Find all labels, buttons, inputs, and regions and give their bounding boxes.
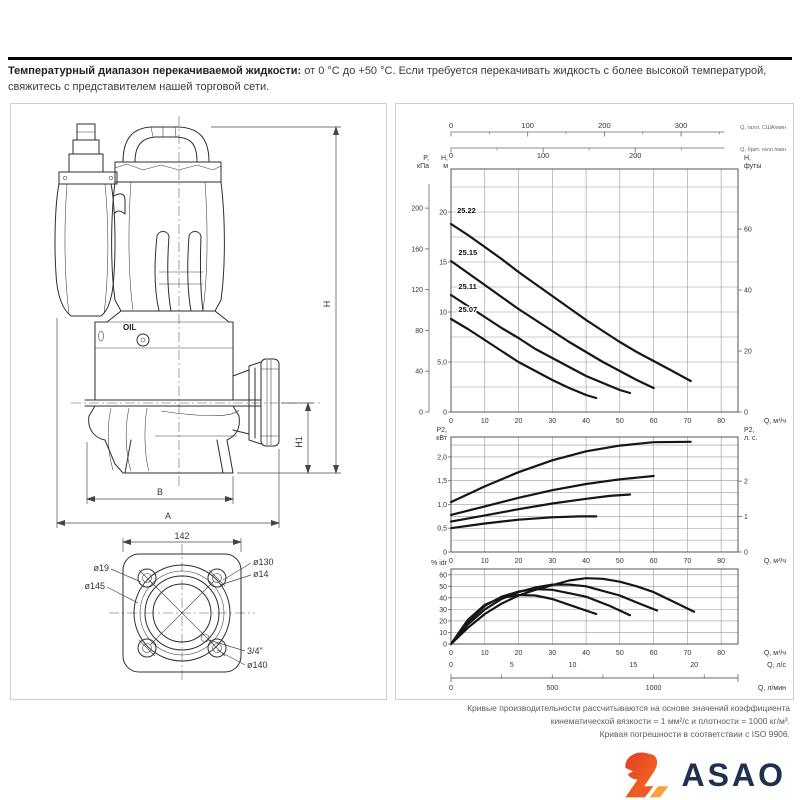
svg-text:0: 0: [419, 409, 423, 417]
svg-text:Q, л/мин: Q, л/мин: [758, 685, 786, 692]
dim-label-b: B: [156, 487, 164, 497]
svg-text:300: 300: [674, 121, 688, 130]
svg-text:P2,: P2,: [744, 427, 755, 434]
svg-text:0: 0: [443, 641, 447, 649]
svg-text:40: 40: [439, 595, 447, 603]
svg-text:100: 100: [536, 151, 550, 160]
svg-text:25.11: 25.11: [458, 282, 477, 291]
pump-side-view: [55, 124, 279, 473]
svg-text:H,: H,: [441, 155, 448, 162]
brand-logo: [617, 750, 786, 800]
svg-text:10: 10: [480, 558, 489, 565]
svg-text:200: 200: [598, 121, 611, 130]
svg-text:0: 0: [449, 662, 453, 669]
dim-label-d130: ø130: [253, 557, 274, 567]
svg-text:1000: 1000: [645, 685, 662, 692]
svg-text:P2,: P2,: [436, 427, 447, 434]
svg-text:0: 0: [443, 549, 447, 557]
svg-text:60: 60: [649, 418, 658, 425]
svg-text:кВт: кВт: [436, 435, 447, 442]
svg-text:Q, м³/ч: Q, м³/ч: [763, 650, 786, 657]
top-divider: [8, 57, 792, 60]
swan-icon: [617, 750, 673, 800]
svg-text:кПа: кПа: [417, 163, 429, 170]
svg-text:0: 0: [448, 151, 454, 160]
svg-text:0: 0: [448, 121, 454, 130]
svg-text:10: 10: [439, 309, 447, 317]
svg-text:60: 60: [649, 558, 658, 565]
svg-text:20: 20: [439, 618, 447, 626]
svg-text:20: 20: [514, 418, 523, 425]
svg-text:1,0: 1,0: [437, 501, 447, 509]
svg-text:л. с.: л. с.: [744, 435, 758, 442]
svg-text:500: 500: [546, 685, 559, 692]
svg-text:40: 40: [582, 418, 590, 425]
svg-text:160: 160: [411, 246, 423, 254]
svg-text:Q, м³/ч: Q, м³/ч: [763, 418, 786, 425]
svg-text:25.15: 25.15: [458, 248, 478, 257]
intro-paragraph: [8, 64, 794, 96]
svg-text:5,0: 5,0: [437, 359, 447, 367]
svg-text:200: 200: [411, 205, 423, 213]
svg-text:0: 0: [449, 558, 453, 565]
svg-text:50: 50: [615, 558, 624, 565]
svg-text:5: 5: [509, 662, 514, 669]
svg-text:40: 40: [415, 368, 423, 376]
svg-text:30: 30: [548, 650, 557, 657]
svg-text:0: 0: [449, 418, 453, 425]
svg-text:20: 20: [514, 650, 523, 657]
svg-text:H,: H,: [744, 155, 751, 162]
svg-text:10: 10: [480, 418, 489, 425]
svg-text:30: 30: [548, 418, 557, 425]
svg-text:P,: P,: [423, 155, 429, 162]
dim-label-d19: ø19: [93, 563, 109, 573]
svg-text:Q, л/с: Q, л/с: [767, 662, 786, 669]
svg-text:0,5: 0,5: [437, 525, 447, 533]
svg-text:30: 30: [439, 606, 447, 614]
svg-text:60: 60: [649, 650, 658, 657]
svg-text:70: 70: [683, 418, 692, 425]
svg-text:0: 0: [744, 549, 748, 557]
dimensions-side: [57, 127, 341, 528]
svg-text:80: 80: [415, 327, 423, 335]
charts-panel: [395, 103, 794, 700]
svg-text:30: 30: [548, 558, 557, 565]
svg-text:40: 40: [582, 650, 590, 657]
svg-text:25.22: 25.22: [457, 206, 476, 215]
svg-text:2: 2: [744, 478, 748, 486]
svg-text:40: 40: [582, 558, 590, 565]
svg-text:20: 20: [690, 662, 699, 669]
pump-flange-view: [84, 531, 273, 672]
footnote-line: кинематической вязкости = 1 мм²/с и плотности = 1000 кг/м³.: [550, 716, 790, 727]
svg-text:120: 120: [411, 287, 423, 295]
dim-label-d145: ø145: [84, 581, 105, 591]
dim-label-d140: ø140: [247, 660, 268, 670]
svg-text:0: 0: [744, 409, 748, 417]
intro-text: от 0 °C до +50 °C. Если требуется перекачивать жидкость с более высокой температурой, свяжитесь с представителем нашей торговой сети.: [8, 65, 767, 93]
dim-label-142: 142: [174, 531, 190, 541]
svg-text:70: 70: [683, 558, 692, 565]
dim-label-thread: 3/4": [247, 646, 263, 656]
svg-text:10: 10: [568, 662, 577, 669]
svg-text:2,0: 2,0: [437, 454, 447, 462]
footnote-line: Кривая погрешности в соответствии с ISO 9906.: [599, 729, 790, 740]
footnote: [370, 702, 790, 742]
svg-text:80: 80: [717, 418, 726, 425]
svg-text:20: 20: [514, 558, 523, 565]
svg-text:25.07: 25.07: [458, 305, 478, 314]
performance-charts: [396, 104, 791, 697]
svg-text:15: 15: [439, 259, 447, 267]
svg-text:Q, м³/ч: Q, м³/ч: [763, 558, 786, 565]
dim-label-d14: ø14: [253, 569, 269, 579]
footnote-line: Кривые производительности рассчитываются на основе значений коэффициента: [467, 703, 790, 713]
svg-text:Q, галл. США/мин: Q, галл. США/мин: [740, 125, 786, 131]
dim-label-h1: H1: [294, 436, 304, 448]
svg-text:0: 0: [443, 409, 447, 417]
pump-drawing: [11, 104, 384, 697]
svg-text:1: 1: [744, 514, 748, 522]
svg-text:50: 50: [615, 650, 624, 657]
svg-text:80: 80: [717, 650, 726, 657]
svg-text:0: 0: [449, 650, 453, 657]
brand-name: ASAO: [681, 756, 786, 793]
svg-text:50: 50: [615, 418, 624, 425]
svg-text:60: 60: [439, 572, 447, 580]
svg-text:10: 10: [480, 650, 489, 657]
svg-text:м: м: [443, 163, 448, 170]
svg-text:70: 70: [683, 650, 692, 657]
svg-text:футы: футы: [744, 163, 762, 170]
drawing-panel: [10, 103, 387, 700]
svg-text:60: 60: [744, 226, 752, 234]
svg-text:200: 200: [628, 151, 642, 160]
svg-text:100: 100: [521, 121, 534, 130]
intro-bold: Температурный диапазон перекачиваемой жидкости:: [8, 65, 302, 77]
svg-text:20: 20: [744, 348, 752, 356]
oil-label: OIL: [123, 323, 137, 332]
svg-text:40: 40: [744, 287, 752, 295]
dim-label-h: H: [322, 300, 332, 308]
dim-label-a: A: [164, 511, 172, 521]
svg-text:50: 50: [439, 583, 447, 591]
svg-text:15: 15: [629, 662, 638, 669]
svg-text:% idr: % idr: [431, 560, 447, 567]
centerlines: [71, 116, 323, 682]
svg-text:20: 20: [439, 209, 447, 217]
svg-text:Q, брит. галл./мин: Q, брит. галл./мин: [740, 147, 786, 153]
svg-text:80: 80: [717, 558, 726, 565]
svg-text:0: 0: [449, 685, 453, 692]
svg-text:10: 10: [439, 629, 447, 637]
svg-text:1,5: 1,5: [437, 478, 447, 486]
